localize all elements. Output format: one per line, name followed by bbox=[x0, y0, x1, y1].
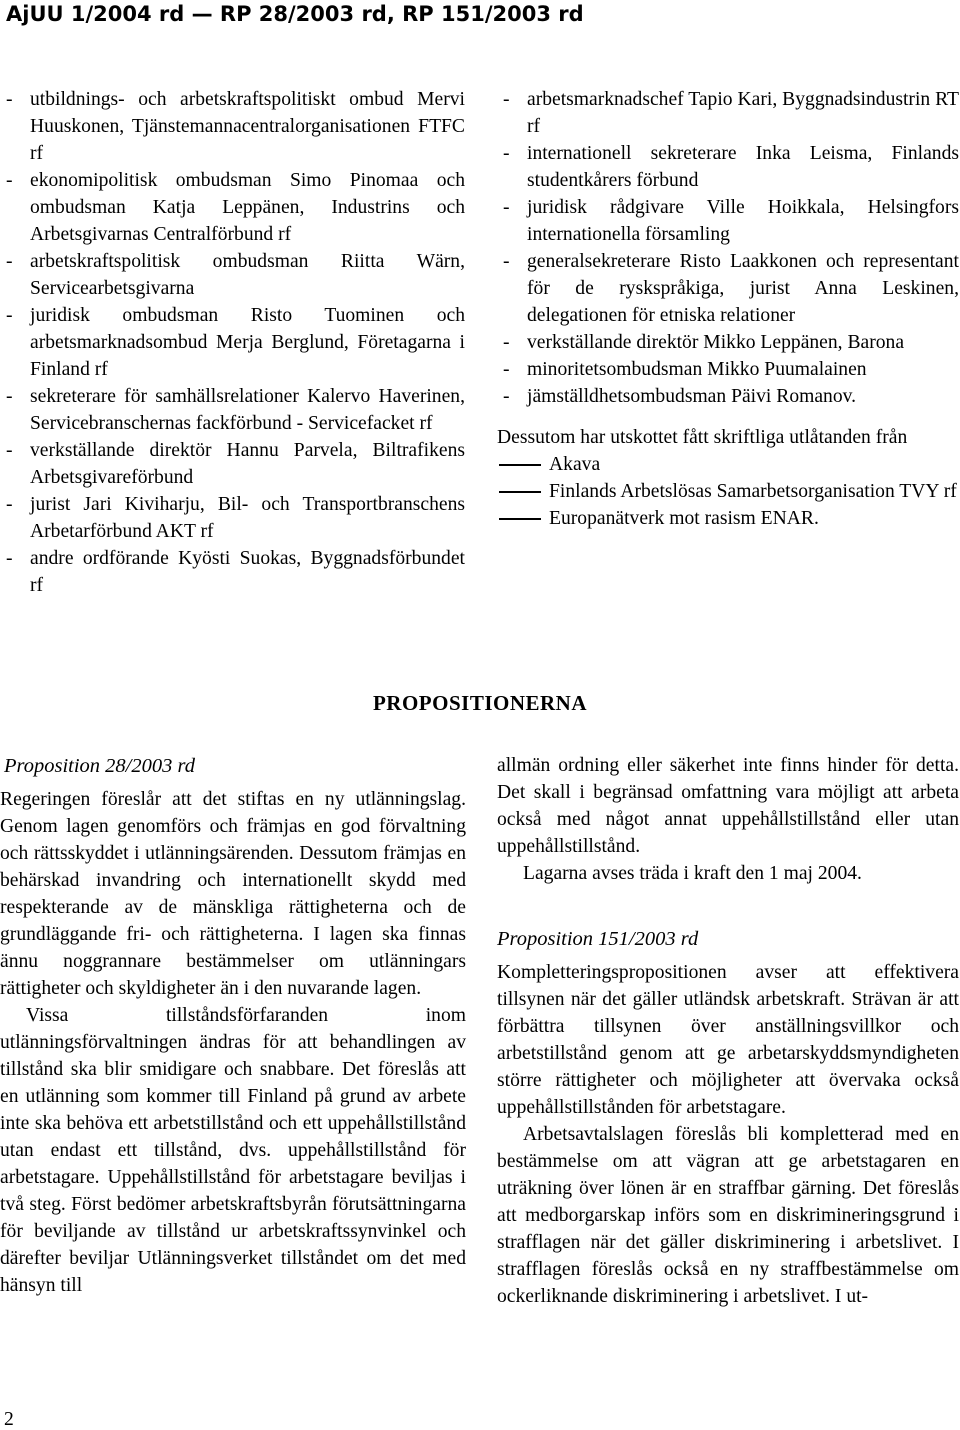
list-item bbox=[497, 194, 959, 248]
statement-text: Europanätverk mot rasism ENAR. bbox=[549, 508, 819, 529]
dash-marker: - bbox=[6, 548, 13, 569]
dash-marker: - bbox=[6, 440, 13, 461]
dash-marker: - bbox=[503, 359, 510, 380]
list-item bbox=[497, 140, 959, 194]
list-item-text: ekonomipolitisk ombudsman Simo Pinomaa och ombudsman Katja Leppänen, Industrins och Arbetsgivarnas Centralförbund rf bbox=[30, 170, 465, 245]
dash-marker: - bbox=[6, 170, 13, 191]
list-item bbox=[0, 167, 465, 248]
emdash-rule bbox=[499, 518, 541, 520]
list-item bbox=[0, 491, 465, 545]
dash-marker: - bbox=[503, 386, 510, 407]
list-item bbox=[497, 248, 959, 329]
list-item-text: arbetsmarknadschef Tapio Kari, Byggnadsindustrin RT rf bbox=[527, 89, 959, 137]
list-item bbox=[0, 545, 465, 599]
list-item bbox=[0, 302, 465, 383]
dash-marker: - bbox=[503, 143, 510, 164]
list-item-text: utbildnings- och arbetskraftspolitiskt ombud Mervi Huuskonen, Tjänstemannacentralorganisationen FTFC rf bbox=[30, 89, 465, 164]
list-item-text: andre ordförande Kyösti Suokas, Byggnadsförbundet rf bbox=[30, 548, 465, 596]
running-header: AjUU 1/2004 rd — RP 28/2003 rd, RP 151/2003 rd bbox=[6, 2, 584, 26]
list-item bbox=[0, 86, 465, 167]
statement-text: Akava bbox=[549, 454, 601, 475]
dash-marker: - bbox=[6, 251, 13, 272]
dash-marker: - bbox=[503, 332, 510, 353]
page-number: 2 bbox=[4, 1409, 14, 1430]
list-item bbox=[0, 248, 465, 302]
dash-marker: - bbox=[6, 89, 13, 110]
list-item bbox=[0, 383, 465, 437]
list-item-text: generalsekreterare Risto Laakkonen och representant för de ryskspråkiga, jurist Anna Leskinen, delegationen för etniska relationer bbox=[527, 251, 959, 326]
list-item-text: minoritetsombudsman Mikko Puumalainen bbox=[527, 359, 867, 380]
proposition-28-paragraph: Vissa tillståndsförfaranden inom utlänningsförvaltningen ändras för att behandlingen av tillstånd ska blir smidigare och snabbare. Det föreslås att en utlänning som kommer till Finland på grund av arbete inte ska behöva ett arbetstillstånd och ett uppehållstillstånd utan endast ett tillstånd, dvs. uppehållstillstånd för arbetstagare. Uppehållstillstånd för arbetstagare beviljas i två steg. Först bedömer arbetskraftsbyrån förutsättningarna för beviljande av tillstånd ur arbetskraftssynvinkel och därefter beviljar Utlänningsverket tillståndet om det med hänsyn till bbox=[0, 1005, 466, 1296]
left-column-bottom bbox=[0, 752, 466, 1299]
statement-item bbox=[497, 451, 959, 478]
dash-marker: - bbox=[503, 197, 510, 218]
statement-item bbox=[497, 478, 959, 505]
proposition-151-paragraph: Kompletteringspropositionen avser att effektivera tillsynen när det gäller utländsk arbetskraft. Strävan är att förbättra tillsynen över anställningsvillkor och arbetstillstånd genom att ge arbetarskyddsmyndigheten större rättigheter och möjligheter att övervaka också uppehållstillstånden för arbetstagare. bbox=[497, 962, 959, 1118]
list-item-text: verkställande direktör Mikko Leppänen, Barona bbox=[527, 332, 905, 353]
list-item-text: arbetskraftspolitisk ombudsman Riitta Wärn, Servicearbetsgivarna bbox=[30, 251, 465, 299]
statement-text: Finlands Arbetslösas Samarbetsorganisation TVY rf bbox=[549, 481, 957, 502]
list-item bbox=[497, 329, 959, 356]
proposition-28-title: Proposition 28/2003 rd bbox=[4, 755, 195, 777]
spacer bbox=[497, 887, 959, 925]
list-item bbox=[497, 356, 959, 383]
proposition-151-title: Proposition 151/2003 rd bbox=[497, 928, 699, 950]
proposition-28-continuation: allmän ordning eller säkerhet inte finns hinder för detta. Det skall i begränsad omfattning vara möjligt att arbeta också med något annat uppehållstillstånd eller utan uppehållstillstånd. bbox=[497, 755, 959, 857]
dash-marker: - bbox=[503, 251, 510, 272]
list-item-text: juridisk ombudsman Risto Tuominen och arbetsmarknadsombud Merja Berglund, Företagarna i Finland rf bbox=[30, 305, 465, 380]
list-item-text: sekreterare för samhällsrelationer Kalervo Haverinen, Servicebranschernas fackförbund - Servicefacket rf bbox=[30, 386, 465, 434]
statement-item bbox=[497, 505, 959, 532]
list-item bbox=[0, 437, 465, 491]
list-item-text: verkställande direktör Hannu Parvela, Biltrafikens Arbetsgivareförbund bbox=[30, 440, 465, 488]
emdash-rule bbox=[499, 464, 541, 466]
section-title: PROPOSITIONERNA bbox=[372, 691, 588, 715]
proposition-28-paragraph: Regeringen föreslår att det stiftas en ny utlänningslag. Genom lagen genomförs och främjas en god förvaltning och rättsskyddet i utlänningsärenden. Dessutom främjas en behärskad invandring och internationellt skydd med respekterande av de mänskliga rättigheterna och de grundläggande fri- och rättigheterna. I lagen ska finnas ännu noggrannare bestämmelser om utlänningars rättigheter och skyldigheter än i den nuvarande lagen. bbox=[0, 789, 466, 999]
list-item-text: internationell sekreterare Inka Leisma, Finlands studentkårers förbund bbox=[527, 143, 959, 191]
dash-marker: - bbox=[6, 305, 13, 326]
dash-marker: - bbox=[6, 494, 13, 515]
list-item bbox=[497, 383, 959, 410]
right-column-top bbox=[497, 86, 959, 532]
right-column-bottom bbox=[497, 752, 959, 1310]
statements-intro: Dessutom har utskottet fått skriftliga utlåtanden från bbox=[497, 427, 908, 448]
left-column-top bbox=[0, 86, 465, 599]
list-item bbox=[497, 86, 959, 140]
dash-marker: - bbox=[503, 89, 510, 110]
proposition-151-paragraph: Arbetsavtalslagen föreslås bli kompletterad med en bestämmelse om att vägran att ge arbetstagaren en uträkning över lönen är en straffbar gärning. Det föreslås att medborgarskap införs som en diskrimineringsgrund i strafflagen när det gäller diskriminering i arbetslivet. I strafflagen föreslås också en ny straffbestämmelse om ockerliknande diskriminering i arbetslivet. I ut- bbox=[497, 1124, 959, 1307]
emdash-rule bbox=[499, 491, 541, 493]
list-item-text: juridisk rådgivare Ville Hoikkala, Helsingfors internationella församling bbox=[527, 197, 959, 245]
proposition-28-effective-date: Lagarna avses träda i kraft den 1 maj 2004. bbox=[523, 863, 862, 884]
list-item-text: jämställdhetsombudsman Päivi Romanov. bbox=[527, 386, 857, 407]
dash-marker: - bbox=[6, 386, 13, 407]
list-item-text: jurist Jari Kiviharju, Bil- och Transportbranschens Arbetarförbund AKT rf bbox=[30, 494, 465, 542]
